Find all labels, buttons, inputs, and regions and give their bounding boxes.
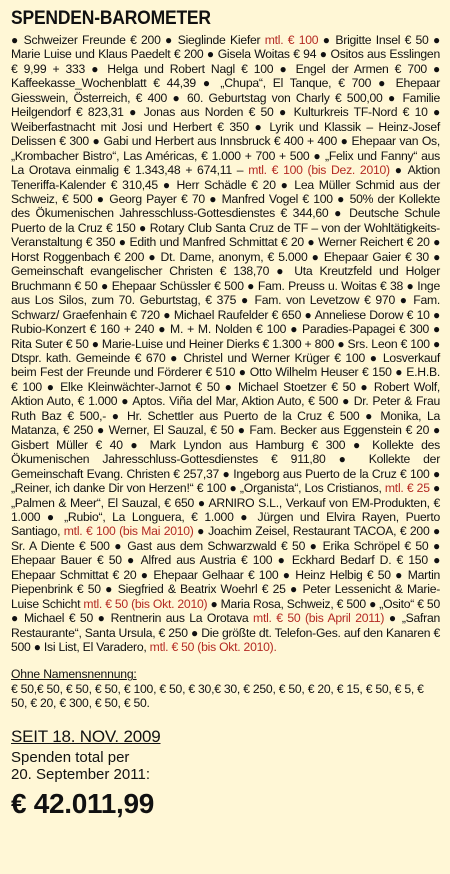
donor-text: Maria Rosa, Schweiz, € 500 — [220, 596, 366, 611]
donor-text: „Reiner, ich danke Dir von Herzen!“ € 100 — [11, 481, 227, 496]
bullet-icon: ● — [388, 611, 398, 626]
donor-entry — [209, 192, 333, 206]
bullet-icon: ● — [378, 76, 389, 91]
monthly-amount: mtl. € 25 — [384, 481, 430, 496]
bullet-icon: ● — [96, 191, 105, 206]
donor-text: Rentnerin aus La Orotava — [110, 611, 249, 626]
donor-entry — [305, 308, 430, 322]
bullet-icon: ● — [309, 538, 319, 553]
donor-text: Georg Payer € 70 — [109, 191, 205, 206]
donor-text: Sr. A Diente € 500 — [11, 538, 110, 553]
donor-text: Srs. Leon € 100 — [347, 336, 430, 351]
donor-text: Kollekte des Ökumenischen Jahresschluss-Gottesdienstes € 911,80 — [11, 437, 441, 467]
anonymous-heading: Ohne Namensnennung: — [11, 667, 137, 682]
donor-entry — [203, 76, 371, 90]
donor-entry — [97, 192, 205, 206]
bullet-icon: ● — [313, 148, 322, 163]
total-label-line2: 20. September 2011: — [11, 765, 150, 783]
donor-entry — [47, 510, 234, 524]
donor-text: Werner Reichert € 20 — [318, 235, 430, 250]
donor-text: Heinz Helbig € 50 — [295, 567, 391, 582]
bullet-icon: ● — [406, 278, 414, 293]
donor-text: „Chupa“, El Tanque, € 700 — [220, 76, 372, 91]
bullet-icon: ● — [165, 33, 174, 47]
donor-entry — [279, 62, 426, 76]
donor-text: Ositos aus Esslingen € 9,99 + 333 — [11, 47, 440, 76]
donor-text: Gemeinschaft evangelischer Christen € 138,70 — [11, 264, 270, 279]
donor-entry — [92, 134, 337, 148]
donor-text: Schweizer Freunde € 200 — [23, 33, 161, 47]
donor-entry — [114, 539, 305, 553]
donor-text: Ehepaar Gelhaar € 100 — [153, 567, 279, 582]
donor-entry — [112, 409, 360, 423]
bullet-icon: ● — [322, 33, 331, 47]
donor-text: Horst Roggenbach € 200 — [11, 249, 145, 264]
donor-text: Aktion Teneriffa-Kalender € 310,45 — [11, 163, 441, 192]
donor-text: Rubio-Konzert € 160 + 240 — [11, 322, 155, 337]
donor-entry — [369, 597, 440, 611]
donor-entry — [165, 33, 318, 47]
bullet-icon: ● — [433, 336, 440, 351]
donor-text: Manfred Vogel € 100 — [221, 191, 333, 206]
donor-text: Familie Heilgendorf € 823,31 — [11, 90, 441, 120]
donor-text: Christel und Werner Krüger € 100 — [183, 350, 366, 365]
bullet-icon: ● — [278, 105, 289, 120]
bullet-icon: ● — [97, 611, 107, 626]
bullet-icon: ● — [399, 293, 409, 308]
monthly-amount: mtl. € 50 (bis Okt. 2010). — [149, 640, 277, 655]
donor-text: Ehepaar Gaier € 30 — [323, 249, 429, 264]
donor-text: Ehepaar Schmittat € 20 — [11, 567, 137, 582]
donor-text: Aptos. Viña del Mar, Aktion Auto, € 500 — [132, 394, 339, 409]
bullet-icon: ● — [46, 379, 56, 394]
bullet-icon: ● — [280, 177, 290, 192]
bullet-icon: ● — [433, 553, 441, 568]
bullet-icon: ● — [342, 394, 350, 409]
bullet-icon: ● — [96, 423, 105, 438]
donor-entry — [163, 308, 301, 322]
donor-entry — [337, 337, 430, 351]
bullet-icon: ● — [365, 408, 375, 423]
bullet-icon: ● — [191, 625, 199, 640]
bullet-icon: ● — [360, 379, 370, 394]
bullet-icon: ● — [105, 582, 114, 597]
donor-text: Marie-Luise und Heiner Dierks € 1.300 + 800 — [101, 336, 335, 351]
bullet-icon: ● — [433, 466, 441, 481]
bullet-icon: ● — [433, 423, 441, 438]
bullet-icon: ● — [338, 452, 356, 467]
donor-entry — [207, 47, 316, 61]
donor-text: Fam. Schwarz/ Graefenhain € 720 — [11, 293, 441, 322]
bullet-icon: ● — [138, 220, 147, 235]
anonymous-values: € 50,€ 50, € 50, € 50, € 100, € 50, € 30,€ 30, € 250, € 50, € 20, € 15, € 50, € 5, € 50, € 20, € 300, € 50, € 50. — [11, 681, 424, 711]
donor-entry — [92, 337, 334, 351]
donor-entry — [119, 235, 304, 249]
donor-text: „Osito“ € 50 — [379, 596, 440, 611]
donor-entry — [247, 279, 403, 293]
bullet-icon: ● — [127, 553, 137, 568]
donor-entry — [238, 423, 429, 437]
donor-text: Dtspr. kath. Gemeinde € 670 — [11, 350, 166, 365]
donor-text: Ehepaar van Os, „Krombacher Bistro“, Las Américas, € 1.000 + 700 + 500 — [11, 134, 441, 163]
donor-text: Engel der Armen € 700 — [295, 61, 427, 76]
donor-entry — [307, 235, 429, 249]
bullet-icon: ● — [118, 235, 127, 250]
bullet-icon: ● — [433, 322, 441, 337]
bullet-icon: ● — [170, 350, 179, 365]
donor-text: Werner, El Sauzal, € 50 — [108, 423, 234, 438]
donor-text: Deutsche Schule Puerto de la Cruz € 150 — [11, 206, 441, 235]
donor-text: Gisela Woitas € 94 — [217, 47, 317, 62]
donor-entry — [148, 250, 307, 264]
total-label-line1: Spenden total per — [11, 748, 130, 766]
donor-entry — [210, 597, 365, 611]
donor-entry — [323, 33, 429, 47]
page-title: SPENDEN-BAROMETER — [11, 8, 211, 29]
bullet-icon: ● — [311, 249, 320, 264]
bullet-icon: ● — [319, 47, 328, 62]
bullet-icon: ● — [337, 336, 345, 351]
bullet-icon: ● — [352, 437, 365, 452]
donor-text: Sieglinde Kiefer — [177, 33, 261, 47]
bullet-icon: ● — [433, 61, 441, 76]
donor-text: Anneliese Dorow € 10 — [314, 307, 430, 322]
donor-text: Fam. Preuss u. Woitas € 38 — [257, 278, 404, 293]
monthly-amount: mtl. € 100 — [264, 33, 319, 47]
bullet-icon: ● — [229, 481, 237, 496]
bullet-icon: ● — [277, 553, 287, 568]
donor-entry — [239, 365, 392, 379]
donor-entry — [129, 105, 273, 119]
bullet-icon: ● — [197, 524, 205, 539]
donor-text: Lyrik und Klassik – Heinz-Josef Delissen € 300 — [11, 119, 441, 149]
bullet-icon: ● — [433, 481, 441, 496]
donor-text: 50% der Kollekte des Ökumenischen Jahresschluss-Gottesdienstes € 344,60 — [11, 191, 441, 221]
bullet-icon: ● — [337, 191, 346, 206]
donor-entry — [105, 582, 286, 596]
donor-text: Marie Luise und Klaus Paedelt € 200 — [11, 47, 204, 62]
bullet-icon: ● — [433, 538, 440, 553]
donor-text: Gast aus dem Schwarzwald € 50 — [127, 538, 306, 553]
donor-text: Elke Kleinwächter-Jarnot € 50 — [60, 379, 220, 394]
bullet-icon: ● — [91, 336, 99, 351]
bullet-icon: ● — [206, 47, 215, 62]
donor-text: Hr. Schettler aus Puerto de la Cruz € 500 — [127, 408, 360, 423]
bullet-icon: ● — [369, 350, 379, 365]
bullet-icon: ● — [395, 365, 403, 380]
donor-text: „Palmen & Meer“, El Sauzal, € 650 — [11, 495, 195, 510]
bullet-icon: ● — [130, 437, 142, 452]
donor-entry — [241, 293, 395, 307]
donor-text: „Felix und Fanny“ aus La Orotava einmalig € 1.343,48 + 674,11 – — [11, 148, 440, 178]
donor-text: Isi List, El Varadero, — [43, 640, 147, 655]
donor-entry — [310, 539, 429, 553]
donor-text: Michael Stoetzer € 50 — [238, 379, 356, 394]
donor-text: Martin Piepenbrink € 50 — [11, 567, 441, 597]
donor-text: Die größte dt. Telefon-Ges. auf den Kanaren € 500 — [11, 625, 440, 655]
donor-text: Kaffeekasse_Wochenblatt € 44,39 — [11, 76, 196, 91]
bullet-icon: ● — [140, 567, 149, 582]
donor-entry — [279, 105, 428, 119]
bullet-icon: ● — [210, 596, 218, 611]
donor-text: Dt. Dame, anonym, € 5.000 — [160, 249, 308, 264]
bullet-icon: ● — [334, 206, 344, 221]
bullet-icon: ● — [279, 61, 290, 76]
donor-text: Mark Lyndon aus Hamburg € 300 — [149, 437, 346, 452]
donor-text: Ehepaar Giesswein, Österreich, € 400 — [11, 76, 440, 105]
bullet-icon: ● — [394, 163, 404, 178]
bullet-icon: ● — [290, 582, 299, 597]
donor-entry — [290, 322, 429, 336]
donor-entry — [141, 568, 279, 582]
monthly-amount: mtl. € 50 (bis April 2011) — [253, 611, 385, 626]
bullet-icon: ● — [163, 307, 171, 322]
bullet-icon: ● — [202, 76, 214, 91]
donor-text: Jürgen und Elvira Rayen, Puerto Santiago, — [11, 509, 440, 539]
bullet-icon: ● — [433, 105, 441, 120]
bullet-icon: ● — [46, 509, 58, 524]
donor-entry — [163, 178, 276, 192]
donor-entry — [47, 380, 220, 394]
monthly-amount: mtl. € 100 (bis Mai 2010) — [63, 524, 194, 539]
donor-text: Herr Schädle € 20 — [176, 177, 276, 192]
donor-entry — [11, 611, 93, 625]
bullet-icon: ● — [129, 105, 139, 120]
donor-text: „Organista“, Los Cristianos, — [239, 481, 382, 496]
bullet-icon: ● — [433, 235, 441, 250]
bullet-icon: ● — [433, 249, 441, 264]
donor-text: Ingeborg aus Puerto de la Cruz € 100 — [233, 466, 430, 481]
donor-text: Ehepaar Schüssler € 500 — [111, 278, 244, 293]
donor-entry — [34, 640, 277, 654]
donor-text: Gabi und Herbert aus Innsbruck € 400 + 400 — [103, 134, 338, 149]
bullet-icon: ● — [162, 177, 172, 192]
bullet-icon: ● — [237, 423, 246, 438]
bullet-icon: ● — [158, 322, 167, 337]
donor-list — [11, 33, 440, 654]
bullet-icon: ● — [307, 235, 315, 250]
donor-text: Dr. Peter & Frau Ruth Baz € 500,- — [11, 394, 441, 423]
bullet-icon: ● — [433, 33, 440, 47]
donor-entry — [223, 467, 430, 481]
donor-text: Jonas aus Norden € 50 — [143, 105, 274, 120]
donor-text: ARNIRO S.L., Verkauf von EM-Produkten, € 1.000 — [11, 495, 441, 524]
monthly-amount: mtl. € 50 (bis Okt. 2010) — [83, 596, 208, 611]
donor-text: Lea Müller Schmid aus der Schweiz, € 500 — [11, 177, 441, 206]
donor-entry — [91, 62, 273, 76]
donor-text: Michael Raufelder € 650 — [173, 307, 302, 322]
donor-text: Peter Lessenicht & Marie-Luise Schicht — [11, 582, 441, 611]
donor-entry — [121, 394, 338, 408]
donor-text: Eckhard Bedarf D. € 150 — [291, 553, 428, 568]
bullet-icon: ● — [240, 509, 251, 524]
bullet-icon: ● — [433, 524, 440, 539]
donor-text: Gisbert Müller € 40 — [11, 437, 123, 452]
donor-entry — [11, 33, 161, 47]
bullet-icon: ● — [111, 408, 122, 423]
bullet-icon: ● — [33, 640, 41, 655]
donor-entry — [101, 279, 244, 293]
bullet-icon: ● — [290, 322, 299, 337]
bullet-icon: ● — [222, 466, 230, 481]
donor-text: 60. Geburtstag von Charly € 500,00 — [186, 90, 383, 105]
donor-text: Weiberfastnacht mit Josi und Herbert € 350 — [11, 119, 249, 134]
bullet-icon: ● — [114, 538, 123, 553]
bullet-icon: ● — [241, 293, 250, 308]
bullet-icon: ● — [247, 278, 255, 293]
bullet-icon: ● — [100, 278, 109, 293]
bullet-icon: ● — [238, 365, 247, 380]
donor-text: Helga und Robert Nagl € 100 — [107, 61, 274, 76]
donor-text: Erika Schröpel € 50 — [322, 538, 429, 553]
donor-entry — [312, 250, 429, 264]
donor-entry — [278, 553, 428, 567]
bullet-icon: ● — [304, 307, 312, 322]
bullet-icon: ● — [11, 33, 20, 47]
donor-text: Uta Kreutzfeld und Holger Bruchmann € 50 — [11, 264, 441, 293]
bullet-icon: ● — [276, 264, 288, 279]
donor-entry — [197, 524, 429, 538]
donor-entry — [172, 91, 382, 105]
donor-text: Fam. Becker aus Eggenstein € 20 — [249, 423, 430, 438]
bullet-icon: ● — [148, 249, 157, 264]
bullet-icon: ● — [395, 567, 404, 582]
donor-entry — [98, 611, 385, 625]
donor-text: Michael € 50 — [24, 611, 93, 626]
donor-entry — [225, 380, 356, 394]
bullet-icon: ● — [172, 90, 182, 105]
bullet-icon: ● — [224, 379, 234, 394]
donor-text: Paradies-Papagei € 300 — [302, 322, 430, 337]
donor-text: Edith und Manfred Schmittat € 20 — [129, 235, 304, 250]
donor-text: Brigitte Insel € 50 — [335, 33, 429, 47]
bullet-icon: ● — [91, 61, 102, 76]
bullet-icon: ● — [11, 611, 20, 626]
donor-text: Rotary Club Santa Cruz de TF – von der Wohltätigkeits-Veranstaltung € 350 — [11, 220, 440, 250]
donor-text: Ehepaar Bauer € 50 — [11, 553, 122, 568]
donor-entry — [229, 481, 429, 495]
bullet-icon: ● — [433, 307, 441, 322]
since-date: SEIT 18. NOV. 2009 — [11, 726, 161, 746]
monthly-amount: mtl. € 100 (bis Dez. 2010) — [248, 163, 390, 178]
bullet-icon: ● — [92, 134, 100, 149]
donor-text: Otto Wilhelm Heuser € 150 — [249, 365, 392, 380]
donor-text: Losverkauf beim Fest der Freunde und Förderer € 510 — [11, 350, 441, 380]
bullet-icon: ● — [369, 596, 377, 611]
donor-text: „Safran Restaurante“, Santa Ursula, € 250 — [11, 611, 441, 640]
donor-text: Rita Suter € 50 — [11, 336, 89, 351]
donor-text: Siegfried & Beatrix Woehrl € 25 — [117, 582, 286, 597]
donor-text: M. + M. Nolden € 100 — [170, 322, 287, 337]
donor-entry — [130, 438, 345, 452]
donor-text: Kollekte der Gemeinschaft Evang. Christen € 257,37 — [11, 452, 441, 481]
donor-text: E.H.B. € 100 — [11, 365, 441, 394]
bullet-icon: ● — [121, 394, 129, 409]
bullet-icon: ● — [340, 134, 348, 149]
donor-entry — [127, 553, 272, 567]
donor-entry — [97, 423, 234, 437]
donor-entry — [170, 351, 365, 365]
bullet-icon: ● — [387, 90, 398, 105]
donor-entry — [158, 322, 286, 336]
donor-text: Joachim Zeisel, Restaurant TACOA, € 200 — [208, 524, 430, 539]
bullet-icon: ● — [209, 191, 218, 206]
donor-entry — [283, 568, 391, 582]
donor-text: Monika, La Matanza, € 250 — [11, 408, 441, 438]
donor-text: Fam. von Levetzow € 970 — [254, 293, 395, 308]
donor-text: Inge aus Los Silos, zum 70. Geburtstag, € 375 — [11, 278, 440, 308]
donor-text: Robert Wolf, Aktion Auto, € 1.000 — [11, 379, 441, 409]
bullet-icon: ● — [282, 567, 291, 582]
donor-text: Kulturkreis TF-Nord € 10 — [293, 105, 428, 120]
donor-text: „Rubio“, La Longuera, € 1.000 — [64, 509, 234, 524]
donor-text: Alfred aus Austria € 100 — [140, 553, 273, 568]
total-amount: € 42.011,99 — [11, 787, 155, 819]
bullet-icon: ● — [254, 119, 264, 134]
bullet-icon: ● — [197, 495, 206, 510]
